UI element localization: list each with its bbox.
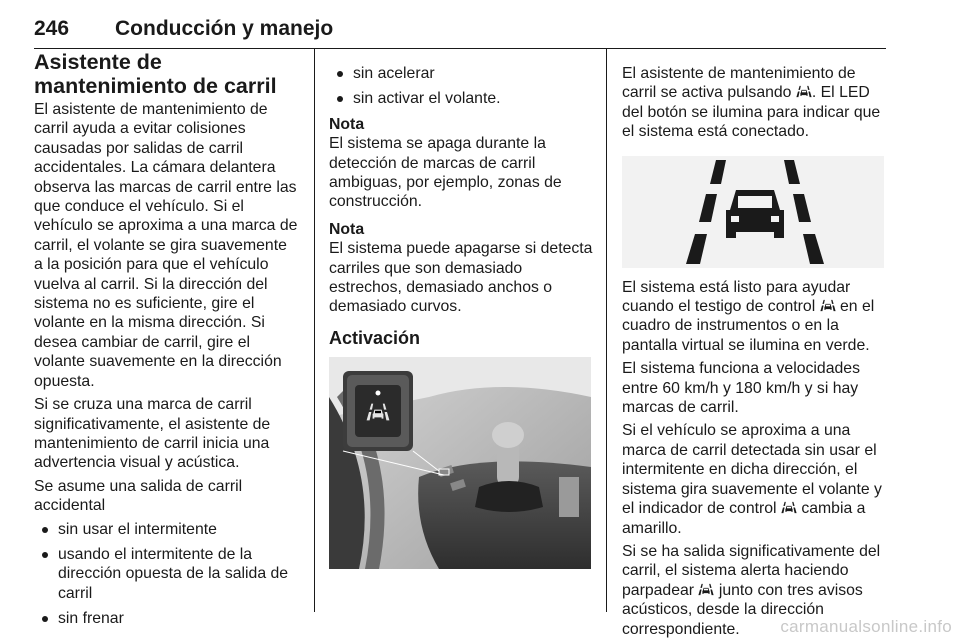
text-fragment: Si el vehículo se aproxima a una marca de carril detectada sin usar el intermitente en dicha dirección, el sistema gira suavemente el volante y el indicador de control (622, 422, 882, 518)
column-divider (606, 48, 607, 612)
list-item: sin acelerar (329, 64, 593, 83)
page-header (34, 14, 886, 49)
subsection-heading: Activación (329, 327, 421, 348)
paragraph (622, 64, 888, 142)
section-title: Conducción y manejo (115, 17, 334, 40)
text-fragment: junto con tres avisos acústicos, desde la dirección correspondiente. (622, 581, 863, 638)
note-text: El sistema puede apagarse si detecta carriles que son demasiado estrechos, demasiado anchos o demasiado curvos. (329, 240, 593, 316)
watermark: carmanualsonline.info (780, 617, 952, 636)
list-item: sin usar el intermitente (34, 520, 300, 539)
column-divider (314, 48, 315, 612)
paragraph (622, 278, 888, 356)
paragraph: El asistente de mantenimiento de carril ayuda a evitar colisiones causadas por salidas de carril accidentales. La cámara delantera observa las marcas de carril entre las que conduce el vehículo. Si el vehículo se aproxima a una marca de carril, el volante se gira suavemente a la posición para que el vehículo vuelva al carril. Si la dirección del sistema no es suficiente, gire el volante en la misma dirección. Si desea cambiar de carril, gire el volante suavemente en la dirección opuesta. (34, 101, 298, 390)
lane-keep-assist-icon (796, 85, 812, 98)
text-fragment: en el cuadro de instrumentos o en la pantalla virtual se ilumina en verde. (622, 298, 875, 354)
paragraph: Se asume una salida de carril accidental (34, 477, 243, 515)
list-item: sin activar el volante. (329, 89, 593, 108)
bullet-list (329, 64, 593, 109)
section-heading: Asistente de mantenimiento de carril (34, 50, 277, 98)
list-item: sin frenar (34, 609, 300, 628)
text-fragment: cambia a amarillo. (622, 500, 866, 537)
paragraph: El sistema funciona a velocidades entre 60 km/h y 180 km/h y si hay marcas de carril. (622, 360, 860, 417)
paragraph: Si se cruza una marca de carril significativamente, el asistente de mantenimiento de carril inicia una advertencia visual y acústica. (34, 396, 271, 472)
list-item: usando el intermitente de la dirección opuesta de la salida de carril (34, 545, 300, 603)
lane-keep-assist-icon (698, 583, 714, 596)
note-title: Nota (329, 115, 365, 133)
note-title: Nota (329, 220, 365, 238)
column-2 (329, 64, 593, 569)
column-3 (622, 64, 888, 643)
text-fragment: . El LED del botón se ilumina para indicar que el sistema está conectado. (622, 84, 881, 141)
page-number: 246 (34, 17, 70, 40)
lane-keep-assist-icon (781, 501, 797, 514)
note-text: El sistema se apaga durante la detección de marcas de carril ambiguas, por ejemplo, zonas de construcción. (329, 135, 562, 211)
lane-keep-assist-icon (820, 299, 836, 312)
column-1 (34, 50, 300, 635)
lane-keep-assist-symbol (622, 156, 884, 268)
text-fragment: El sistema está listo para ayudar cuando el testigo de control (622, 278, 851, 316)
paragraph (622, 421, 888, 537)
text-fragment: Si se ha salida significativamente del carril, el sistema alerta haciendo parpadear (622, 542, 881, 599)
lane-assist-button-photo (329, 357, 591, 569)
text-fragment: El asistente de mantenimiento de carril se activa pulsando (622, 65, 856, 102)
bullet-list (34, 520, 300, 629)
